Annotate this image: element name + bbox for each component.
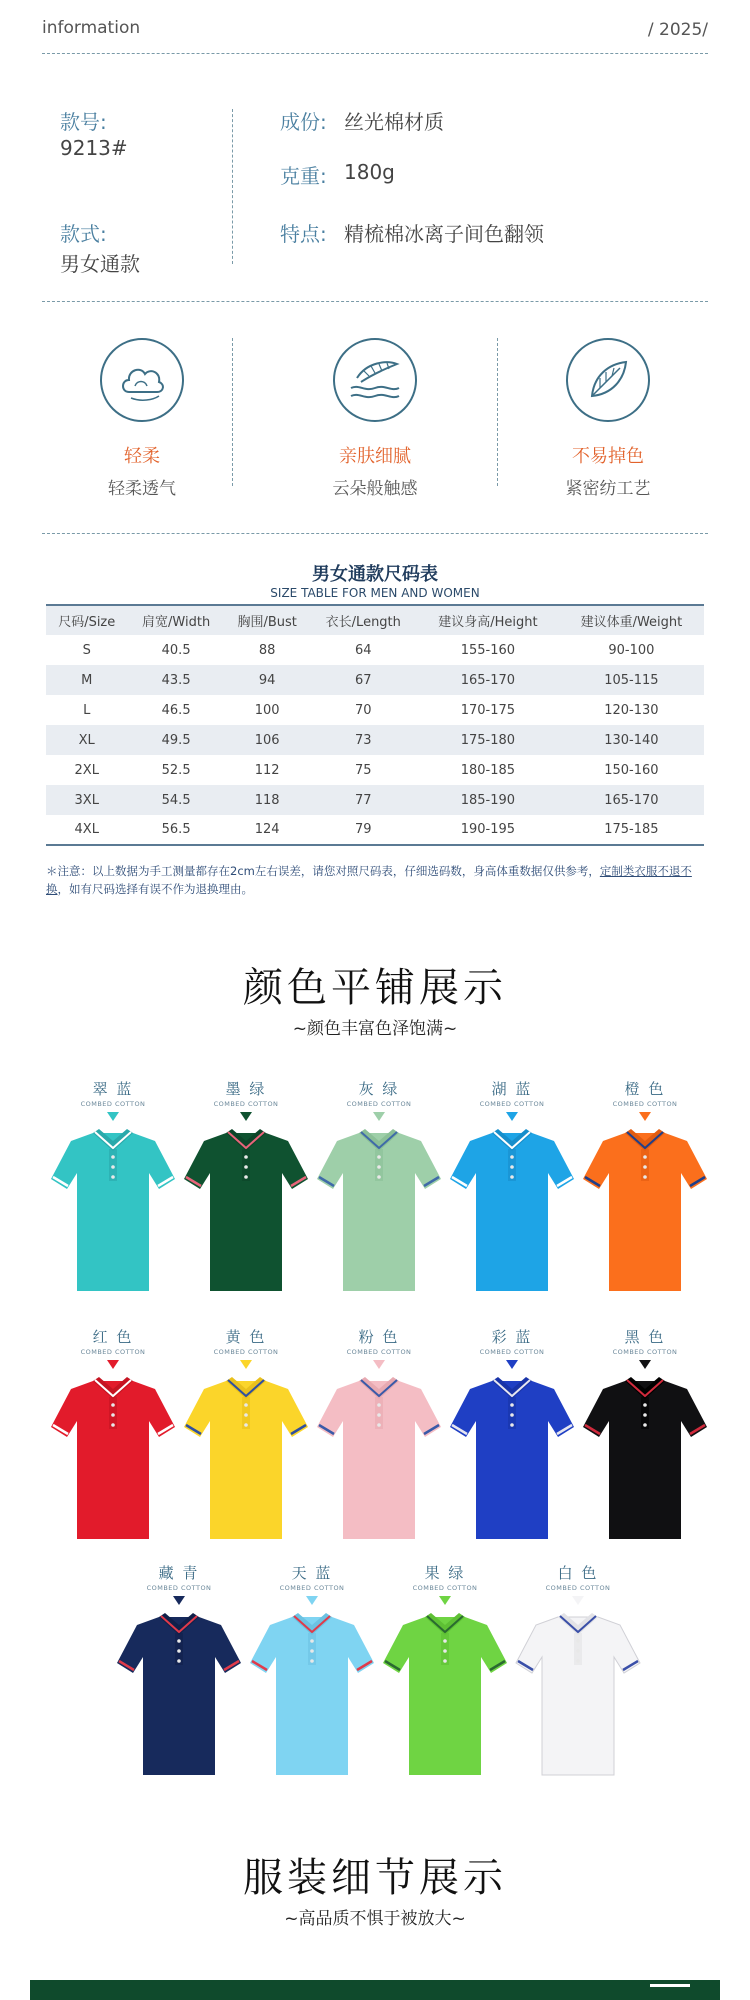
color-swatch [114,1562,244,1779]
polo-shirt-icon [182,1373,310,1543]
feature-icon-ring [566,338,650,422]
table-cell: 75 [355,762,372,778]
color-swatch [447,1078,577,1295]
feature-title: 轻柔 [124,446,160,467]
feature-value: 精梳棉冰离子间色翻领 [344,222,544,246]
feature-row [42,302,708,534]
color-swatch [513,1562,643,1779]
material-value: 丝光棉材质 [344,110,444,134]
table-cell: 4XL [74,822,99,837]
combed-cotton-caption: COMBED COTTON [346,1348,412,1356]
combed-cotton-caption: COMBED COTTON [346,1100,412,1108]
cloud-icon [117,358,167,402]
table-row [46,635,704,665]
table-cell: 175-180 [417,725,559,755]
polo-shirt-icon [381,1609,509,1779]
table-row [46,725,704,755]
color-pointer-icon [572,1596,584,1605]
color-name: 灰 绿 [358,1080,400,1098]
size-table-subtitle: SIZE TABLE FOR MEN AND WOMEN [270,586,480,600]
polo-shirt-icon [581,1373,709,1543]
combed-cotton-caption: COMBED COTTON [213,1348,279,1356]
feature-colorfast [508,338,708,499]
polo-shirt-icon [248,1609,376,1779]
polo-shirt-icon [182,1125,310,1295]
polo-shirt-icon [49,1373,177,1543]
table-cell: 77 [310,785,417,815]
table-cell: 67 [310,665,417,695]
combed-cotton-caption: COMBED COTTON [80,1348,146,1356]
col-header: 建议体重/Weight [559,605,704,635]
feather-waves-icon [347,358,403,402]
combed-cotton-caption: COMBED COTTON [279,1584,345,1592]
polo-shirt-icon [115,1609,243,1779]
header-information: information [42,18,141,38]
combed-cotton-caption: COMBED COTTON [213,1100,279,1108]
table-cell: 46.5 [161,702,191,718]
table-cell: 124 [254,822,280,837]
table-cell: 3XL [46,785,127,815]
table-cell: 49.5 [127,725,224,755]
color-pointer-icon [107,1360,119,1369]
col-header: 衣长/Length [310,605,417,635]
feature-soft [42,338,242,499]
table-cell: 130-140 [559,725,704,755]
table-cell: 94 [225,665,310,695]
color-swatch [48,1078,178,1295]
feature-subtitle: 云朵般触感 [332,479,418,499]
table-cell: 190-195 [460,822,516,837]
table-cell: 70 [355,702,372,718]
feature-subtitle: 紧密纺工艺 [565,479,651,499]
table-cell: 185-190 [417,785,559,815]
table-row [46,785,704,815]
table-cell: 175-185 [604,822,659,837]
feature-subtitle: 轻柔透气 [108,479,176,499]
combed-cotton-caption: COMBED COTTON [545,1584,611,1592]
product-specs [42,54,708,302]
color-pointer-icon [373,1360,385,1369]
table-cell: 106 [225,725,310,755]
color-name: 湖 蓝 [491,1080,533,1098]
feature-skin-friendly [275,338,475,499]
color-name: 天 蓝 [291,1564,333,1582]
table-cell: 54.5 [127,785,224,815]
table-cell: 79 [355,822,372,837]
color-swatch [247,1562,377,1779]
table-cell: 100 [254,702,280,718]
color-name: 粉 色 [358,1328,400,1346]
weight-value: 180g [344,160,395,184]
feature-icon-ring [100,338,184,422]
combed-cotton-caption: COMBED COTTON [612,1100,678,1108]
colors-section-subtitle: ~颜色丰富色泽饱满~ [292,1019,458,1039]
table-cell: 105-115 [559,665,704,695]
color-swatch [447,1326,577,1543]
detail-section-subtitle: ~高品质不惧于被放大~ [284,1909,466,1929]
polo-shirt-icon [49,1125,177,1295]
size-note [46,862,704,898]
color-pointer-icon [240,1360,252,1369]
polo-shirt-icon [315,1125,443,1295]
combed-cotton-caption: COMBED COTTON [612,1348,678,1356]
detail-photo-top [30,1980,720,2000]
table-cell: 120-130 [604,702,659,718]
weight-label: 克重: [280,164,327,188]
color-name: 黄 色 [225,1328,267,1346]
color-swatch [314,1078,444,1295]
color-pointer-icon [373,1112,385,1121]
col-header: 建议身高/Height [417,605,559,635]
polo-shirt-icon [315,1373,443,1543]
color-name: 白 色 [557,1564,599,1582]
note-main: ＊注意：以上数据为手工测量都存在2cm左右误差，请您对照尺码表，仔细选码数，身高体重数据仅供参考， [46,864,600,878]
table-cell: L [83,702,91,718]
color-name: 橙 色 [624,1080,666,1098]
table-cell: 180-185 [460,762,516,778]
feature-title: 不易掉色 [572,446,644,467]
table-cell: 40.5 [161,642,191,658]
table-row [46,815,704,845]
size-table-title: 男女通款尺码表 [312,564,438,585]
table-cell: 170-175 [460,702,516,718]
size-table [46,604,704,846]
color-swatch [48,1326,178,1543]
table-cell: 56.5 [161,822,191,837]
color-name: 黑 色 [624,1328,666,1346]
polo-shirt-icon [448,1125,576,1295]
feature-divider [497,338,498,486]
note-tail: ，如有尺码选择有误不作为退换理由。 [57,882,253,896]
combed-cotton-caption: COMBED COTTON [412,1584,478,1592]
table-cell: 165-170 [559,785,704,815]
table-cell: S [82,642,91,658]
color-pointer-icon [306,1596,318,1605]
table-cell: 118 [225,785,310,815]
color-pointer-icon [506,1112,518,1121]
feature-divider [232,338,233,486]
color-name: 红 色 [92,1328,134,1346]
feature-title: 亲肤细腻 [339,446,411,467]
col-header: 肩宽/Width [127,605,224,635]
table-row [46,755,704,785]
style-no-value: 9213# [60,136,128,160]
header-year: / 2025/ [647,20,708,40]
feature-label: 特点: [280,222,327,246]
color-name: 彩 蓝 [491,1328,533,1346]
color-pointer-icon [506,1360,518,1369]
polo-shirt-icon [514,1609,642,1779]
color-pointer-icon [639,1112,651,1121]
table-cell: XL [46,725,127,755]
size-table-header [46,605,704,635]
leaf-icon [584,356,632,404]
style-no-label: 款号: [60,110,107,134]
color-swatch [181,1326,311,1543]
table-row [46,695,704,725]
specs-divider [232,109,233,264]
color-name: 翠 蓝 [92,1080,134,1098]
colors-section-title: 颜色平铺展示 [243,965,507,1011]
table-cell: 2XL [74,762,99,778]
combed-cotton-caption: COMBED COTTON [479,1100,545,1108]
detail-section-title: 服装细节展示 [243,1855,507,1901]
table-cell: 43.5 [127,665,224,695]
color-swatch [380,1562,510,1779]
cut-label: 款式: [60,222,107,246]
table-cell: M [46,665,127,695]
combed-cotton-caption: COMBED COTTON [146,1584,212,1592]
color-name: 果 绿 [424,1564,466,1582]
table-cell: 52.5 [161,762,191,778]
color-name: 藏 青 [158,1564,200,1582]
table-row [46,665,704,695]
note-no-return: 定制类衣服不退不换 [46,864,692,896]
collar-stripe [650,1984,690,1987]
feature-icon-ring [333,338,417,422]
top-bar [42,0,708,54]
table-cell: 155-160 [460,642,516,658]
table-cell: 90-100 [608,642,655,658]
color-pointer-icon [240,1112,252,1121]
col-header: 尺码/Size [46,605,127,635]
combed-cotton-caption: COMBED COTTON [479,1348,545,1356]
color-swatch [580,1078,710,1295]
table-cell: 112 [254,762,280,778]
cut-value: 男女通款 [60,252,140,276]
polo-shirt-icon [581,1125,709,1295]
color-pointer-icon [439,1596,451,1605]
col-header: 胸围/Bust [225,605,310,635]
table-cell: 165-170 [417,665,559,695]
table-cell: 64 [355,642,372,658]
color-swatch [181,1078,311,1295]
color-pointer-icon [173,1596,185,1605]
color-pointer-icon [107,1112,119,1121]
table-cell: 73 [310,725,417,755]
color-pointer-icon [639,1360,651,1369]
table-cell: 150-160 [604,762,659,778]
polo-shirt-icon [448,1373,576,1543]
color-name: 墨 绿 [225,1080,267,1098]
color-swatch [580,1326,710,1543]
color-swatch [314,1326,444,1543]
table-cell: 88 [258,642,276,658]
material-label: 成份: [280,110,327,134]
combed-cotton-caption: COMBED COTTON [80,1100,146,1108]
